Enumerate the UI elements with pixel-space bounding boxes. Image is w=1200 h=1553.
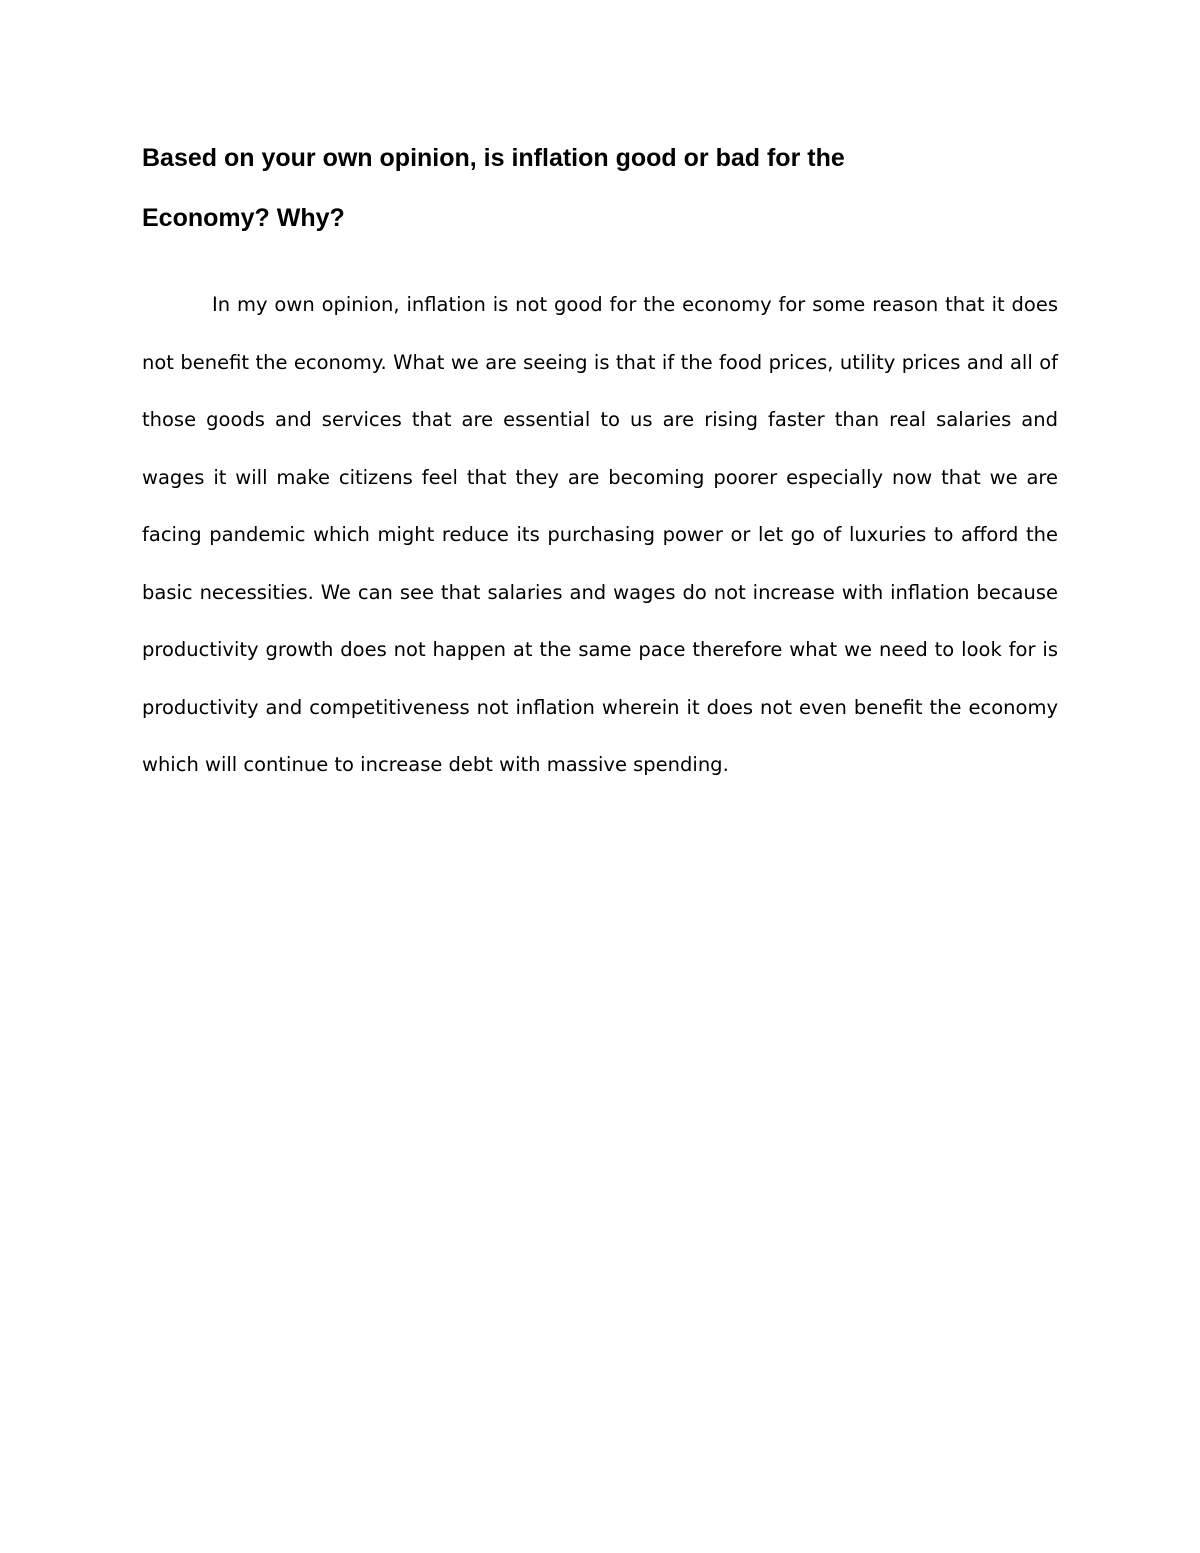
document-body: [142, 128, 1058, 794]
answer-paragraph: In my own opinion, inflation is not good for the economy for some reason that it does not benefit the economy. What we are seeing is that if the food prices, utility prices and all of those goods and services that are essential to us are rising faster than real salaries and wages it will make citizens feel that they are becoming poorer especially now that we are facing pandemic which might reduce its purchasing power or let go of luxuries to afford the basic necessities. We can see that salaries and wages do not increase with inflation because productivity growth does not happen at the same pace therefore what we need to look for is productivity and competitiveness not inflation wherein it does not even benefit the economy which will continue to increase debt with massive spending.: [142, 293, 1058, 776]
question-heading: [142, 128, 1058, 248]
heading-line-1: Based on your own opinion, is inflation good or bad for the: [142, 144, 845, 172]
heading-line-2: Economy? Why?: [142, 204, 345, 232]
